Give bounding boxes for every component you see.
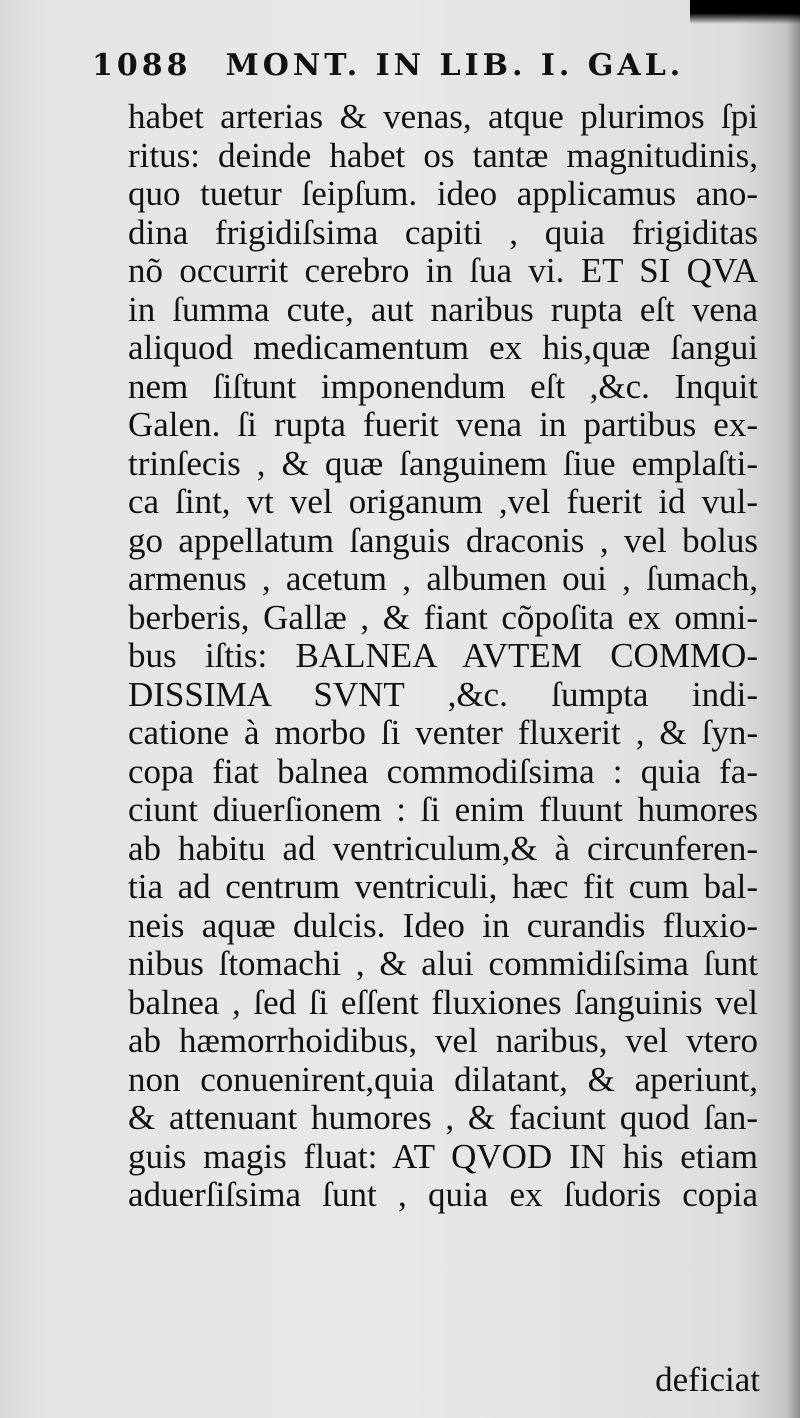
text-line: dina frigidiſsima capiti , quia frigiditas: [128, 212, 758, 252]
text-line: DISSIMA SVNT ,&c. ſumpta indi-: [128, 674, 758, 714]
scan-shadow-top: [690, 0, 800, 24]
text-line: nibus ſtomachi , & alui commidiſsima ſunt: [128, 944, 758, 983]
page-number: 1088: [92, 48, 192, 83]
text-line: berberis, Gallæ , & fiant cõpoſita ex omni-: [128, 597, 758, 637]
text-line: copa fiat balnea commodiſsima : quia fa-: [128, 751, 758, 791]
text-line: bus iſtis: BALNEA AVTEM COMMO-: [128, 636, 758, 675]
text-line: ab hæmorrhoidibus, vel naribus, vel vtero: [128, 1021, 758, 1060]
running-title: MONT. IN LIB. I. GAL.: [225, 48, 685, 83]
text-line: aduerſiſsima ſunt , quia ex ſudoris copia: [128, 1175, 758, 1214]
text-line: Galen. ſi rupta fuerit vena in partibus ex-: [128, 405, 758, 444]
text-line: habet arterias & venas, atque plurimos ſpi: [128, 97, 758, 136]
text-line: ca ſint, vt vel origanum ,vel fuerit id vul-: [128, 482, 758, 521]
text-line: trinſecis , & quæ ſanguinem ſiue emplaſti-: [128, 443, 758, 483]
catchword: deficiat: [655, 1360, 760, 1399]
running-head: [92, 48, 684, 83]
text-line: guis magis fluat: AT QVOD IN his etiam: [128, 1136, 758, 1176]
text-line: ab habitu ad ventriculum,& à circunferen-: [128, 828, 758, 868]
text-line: & attenuant humores , & faciunt quod ſan-: [128, 1098, 758, 1137]
text-line: nõ occurrit cerebro in ſua vi. ET SI QVA: [128, 251, 758, 290]
text-line: ritus: deinde habet os tantæ magnitudinis,: [128, 135, 758, 175]
body-text: [128, 98, 758, 1215]
text-line: non conuenirent,quia dilatant, & aperiunt,: [128, 1059, 758, 1099]
text-line: balnea , ſed ſi eſſent fluxiones ſanguinis vel: [128, 982, 758, 1022]
text-line: in ſumma cute, aut naribus rupta eſt vena: [128, 289, 758, 329]
text-line: catione à morbo ſi venter fluxerit , & ſyn-: [128, 713, 758, 752]
scan-shadow-right: [786, 0, 800, 1418]
text-line: go appellatum ſanguis draconis , vel bolus: [128, 520, 758, 560]
text-line: aliquod medicamentum ex his,quæ ſangui: [128, 328, 758, 367]
text-line: armenus , acetum , albumen oui , ſumach,: [128, 559, 758, 598]
text-line: nem ſiſtunt imponendum eſt ,&c. Inquit: [128, 366, 758, 406]
text-line: quo tuetur ſeipſum. ideo applicamus ano-: [128, 174, 758, 213]
text-line: ciunt diuerſionem : ſi enim fluunt humores: [128, 790, 758, 829]
text-line: neis aquæ dulcis. Ideo in curandis fluxio-: [128, 905, 758, 945]
text-line: tia ad centrum ventriculi, hæc fit cum bal-: [128, 867, 758, 906]
